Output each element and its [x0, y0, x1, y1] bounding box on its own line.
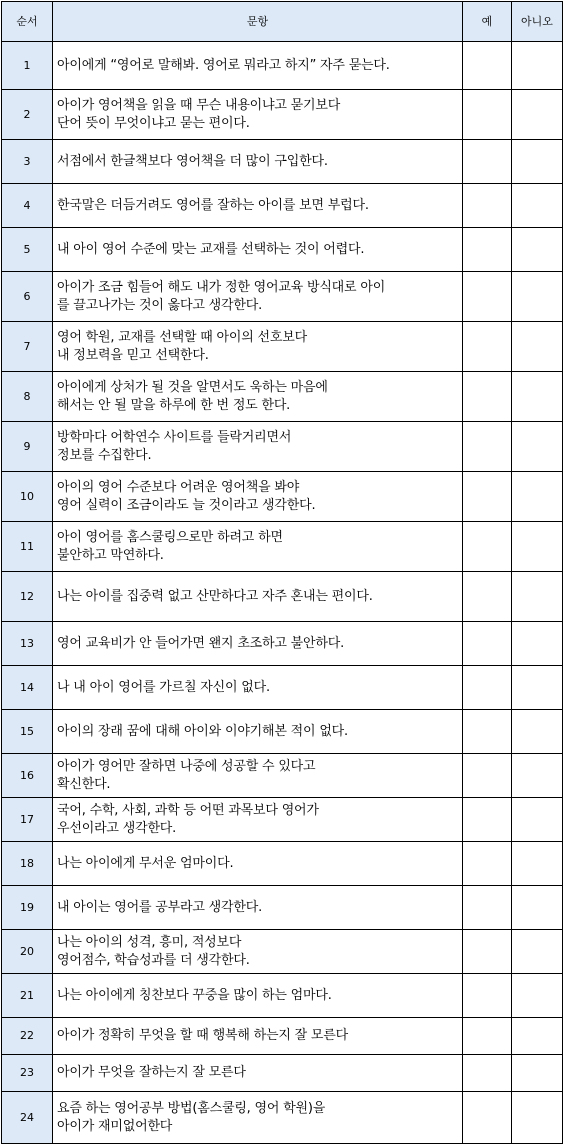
row-question [53, 42, 463, 90]
question-line: 영어 실력이 조금이라도 늘 것이라고 생각한다. [57, 497, 316, 513]
question-line: 단어 뜻이 무엇이냐고 묻는 편이다. [57, 115, 250, 131]
question-line: 아이에게 상처가 될 것을 알면서도 욱하는 마음에 [57, 379, 328, 395]
row-question [53, 886, 463, 930]
no-checkbox-cell[interactable] [512, 472, 563, 522]
table-row [2, 322, 563, 372]
row-number: 1 [2, 42, 53, 90]
table-row [2, 572, 563, 622]
checklist-table [1, 1, 563, 1144]
question-line: 나 내 아이 영어를 가르칠 자신이 없다. [57, 679, 270, 695]
question-line: 아이가 영어만 잘하면 나중에 성공할 수 있다고 [57, 758, 316, 774]
question-line: 아이가 정확히 무엇을 할 때 행복해 하는지 잘 모른다 [57, 1028, 348, 1043]
question-line: 확신한다. [57, 776, 111, 792]
yes-checkbox-cell[interactable] [463, 1018, 512, 1055]
yes-checkbox-cell[interactable] [463, 1055, 512, 1092]
no-checkbox-cell[interactable] [512, 842, 563, 886]
no-checkbox-cell[interactable] [512, 322, 563, 372]
yes-checkbox-cell[interactable] [463, 228, 512, 272]
row-number: 11 [2, 522, 53, 572]
header-row [2, 2, 563, 42]
table-row [2, 184, 563, 228]
no-checkbox-cell[interactable] [512, 622, 563, 666]
yes-checkbox-cell[interactable] [463, 42, 512, 90]
no-checkbox-cell[interactable] [512, 372, 563, 422]
question-line: 아이에게 “영어로 말해봐. 영어로 뭐라고 하지” 자주 묻는다. [57, 57, 390, 73]
row-number: 10 [2, 472, 53, 522]
yes-checkbox-cell[interactable] [463, 710, 512, 754]
yes-checkbox-cell[interactable] [463, 422, 512, 472]
yes-checkbox-cell[interactable] [463, 886, 512, 930]
row-question [53, 1092, 463, 1144]
row-number: 18 [2, 842, 53, 886]
row-number: 8 [2, 372, 53, 422]
yes-checkbox-cell[interactable] [463, 1092, 512, 1144]
yes-checkbox-cell[interactable] [463, 974, 512, 1018]
no-checkbox-cell[interactable] [512, 798, 563, 842]
table-row [2, 228, 563, 272]
question-line: 요즘 하는 영어공부 방법(홈스쿨링, 영어 학원)을 [57, 1100, 326, 1116]
table-row [2, 522, 563, 572]
no-checkbox-cell[interactable] [512, 228, 563, 272]
row-question [53, 184, 463, 228]
yes-checkbox-cell[interactable] [463, 472, 512, 522]
table-row [2, 754, 563, 798]
question-line: 불안하고 막연하다. [57, 547, 164, 563]
question-line: 아이가 영어책을 읽을 때 무슨 내용이냐고 묻기보다 [57, 97, 341, 113]
no-checkbox-cell[interactable] [512, 754, 563, 798]
no-checkbox-cell[interactable] [512, 90, 563, 140]
row-question [53, 322, 463, 372]
row-number: 17 [2, 798, 53, 842]
row-number: 23 [2, 1055, 53, 1092]
row-number: 5 [2, 228, 53, 272]
question-line: 영어 교육비가 안 들어가면 왠지 초조하고 불안하다. [57, 635, 345, 651]
yes-checkbox-cell[interactable] [463, 930, 512, 974]
no-checkbox-cell[interactable] [512, 666, 563, 710]
question-line: 국어, 수학, 사회, 과학 등 어떤 과목보다 영어가 [57, 802, 319, 818]
yes-checkbox-cell[interactable] [463, 754, 512, 798]
question-line: 내 정보력을 믿고 선택한다. [57, 347, 209, 363]
row-question [53, 572, 463, 622]
question-line: 영어점수, 학습성과를 더 생각한다. [57, 952, 250, 968]
question-line: 한국말은 더듬거려도 영어를 잘하는 아이를 보면 부럽다. [57, 197, 369, 213]
question-line: 내 아이 영어 수준에 맞는 교재를 선택하는 것이 어렵다. [57, 241, 365, 257]
row-question [53, 422, 463, 472]
row-number: 24 [2, 1092, 53, 1144]
no-checkbox-cell[interactable] [512, 572, 563, 622]
row-question [53, 90, 463, 140]
row-question [53, 472, 463, 522]
question-line: 나는 아이에게 무서운 엄마이다. [57, 855, 234, 871]
row-question [53, 1055, 463, 1092]
row-question [53, 272, 463, 322]
question-line: 아이의 영어 수준보다 어려운 영어책을 봐야 [57, 479, 300, 495]
no-checkbox-cell[interactable] [512, 272, 563, 322]
no-checkbox-cell[interactable] [512, 886, 563, 930]
row-question [53, 842, 463, 886]
question-line: 를 끌고나가는 것이 옳다고 생각한다. [57, 297, 263, 313]
question-line: 서점에서 한글책보다 영어책을 더 많이 구입한다. [57, 153, 328, 169]
row-question [53, 666, 463, 710]
table-row [2, 974, 563, 1018]
no-checkbox-cell[interactable] [512, 522, 563, 572]
row-number: 7 [2, 322, 53, 372]
table-row [2, 842, 563, 886]
question-line: 우선이라고 생각한다. [57, 820, 177, 836]
no-checkbox-cell[interactable] [512, 140, 563, 184]
row-number: 22 [2, 1018, 53, 1055]
no-checkbox-cell[interactable] [512, 1092, 563, 1144]
row-number: 14 [2, 666, 53, 710]
yes-checkbox-cell[interactable] [463, 572, 512, 622]
table-row [2, 472, 563, 522]
header-item: 문항 [53, 2, 463, 42]
table-row [2, 1055, 563, 1092]
header-yes: 예 [463, 2, 512, 42]
yes-checkbox-cell[interactable] [463, 140, 512, 184]
header-number: 순서 [2, 2, 53, 42]
row-question [53, 930, 463, 974]
table-row [2, 140, 563, 184]
no-checkbox-cell[interactable] [512, 422, 563, 472]
row-number: 21 [2, 974, 53, 1018]
yes-checkbox-cell[interactable] [463, 798, 512, 842]
no-checkbox-cell[interactable] [512, 184, 563, 228]
no-checkbox-cell[interactable] [512, 42, 563, 90]
yes-checkbox-cell[interactable] [463, 666, 512, 710]
table-row [2, 1092, 563, 1144]
row-number: 19 [2, 886, 53, 930]
no-checkbox-cell[interactable] [512, 1055, 563, 1092]
no-checkbox-cell[interactable] [512, 974, 563, 1018]
question-line: 아이 영어를 홈스쿨링으로만 하려고 하면 [57, 529, 283, 545]
row-number: 9 [2, 422, 53, 472]
row-question [53, 140, 463, 184]
question-line: 아이가 무엇을 잘하는지 잘 모른다 [57, 1065, 246, 1080]
row-question [53, 622, 463, 666]
table-row [2, 1018, 563, 1055]
table-row [2, 272, 563, 322]
question-line: 해서는 안 될 말을 하루에 한 번 정도 한다. [57, 397, 291, 413]
no-checkbox-cell[interactable] [512, 1018, 563, 1055]
row-question [53, 710, 463, 754]
no-checkbox-cell[interactable] [512, 930, 563, 974]
question-line: 아이가 재미없어한다 [57, 1118, 173, 1134]
row-number: 13 [2, 622, 53, 666]
row-number: 6 [2, 272, 53, 322]
table-row [2, 90, 563, 140]
yes-checkbox-cell[interactable] [463, 842, 512, 886]
row-question [53, 522, 463, 572]
question-line: 아이가 조금 힘들어 해도 내가 정한 영어교육 방식대로 아이 [57, 279, 386, 295]
row-question [53, 228, 463, 272]
yes-checkbox-cell[interactable] [463, 372, 512, 422]
question-line: 영어 학원, 교재를 선택할 때 아이의 선호보다 [57, 329, 307, 345]
table-row [2, 886, 563, 930]
table-row [2, 930, 563, 974]
yes-checkbox-cell[interactable] [463, 322, 512, 372]
table-row [2, 622, 563, 666]
row-question [53, 372, 463, 422]
row-question [53, 974, 463, 1018]
row-question [53, 1018, 463, 1055]
header-no: 아니오 [512, 2, 563, 42]
row-number: 2 [2, 90, 53, 140]
question-line: 나는 아이에게 칭찬보다 꾸중을 많이 하는 엄마다. [57, 987, 332, 1003]
row-number: 12 [2, 572, 53, 622]
row-number: 20 [2, 930, 53, 974]
row-number: 16 [2, 754, 53, 798]
yes-checkbox-cell[interactable] [463, 184, 512, 228]
table-row [2, 666, 563, 710]
table-row [2, 710, 563, 754]
yes-checkbox-cell[interactable] [463, 90, 512, 140]
question-line: 내 아이는 영어를 공부라고 생각한다. [57, 899, 263, 915]
table-row [2, 422, 563, 472]
question-line: 아이의 장래 꿈에 대해 아이와 이야기해본 적이 없다. [57, 723, 348, 739]
row-number: 15 [2, 710, 53, 754]
question-line: 방학마다 어학연수 사이트를 들락거리면서 [57, 429, 292, 445]
row-question [53, 754, 463, 798]
table-row [2, 372, 563, 422]
question-line: 나는 아이를 집중력 없고 산만하다고 자주 혼내는 편이다. [57, 588, 373, 604]
yes-checkbox-cell[interactable] [463, 272, 512, 322]
table-row [2, 42, 563, 90]
yes-checkbox-cell[interactable] [463, 622, 512, 666]
row-question [53, 798, 463, 842]
yes-checkbox-cell[interactable] [463, 522, 512, 572]
row-number: 4 [2, 184, 53, 228]
table-row [2, 798, 563, 842]
question-line: 나는 아이의 성격, 흥미, 적성보다 [57, 934, 242, 950]
no-checkbox-cell[interactable] [512, 710, 563, 754]
question-line: 정보를 수집한다. [57, 447, 152, 463]
row-number: 3 [2, 140, 53, 184]
